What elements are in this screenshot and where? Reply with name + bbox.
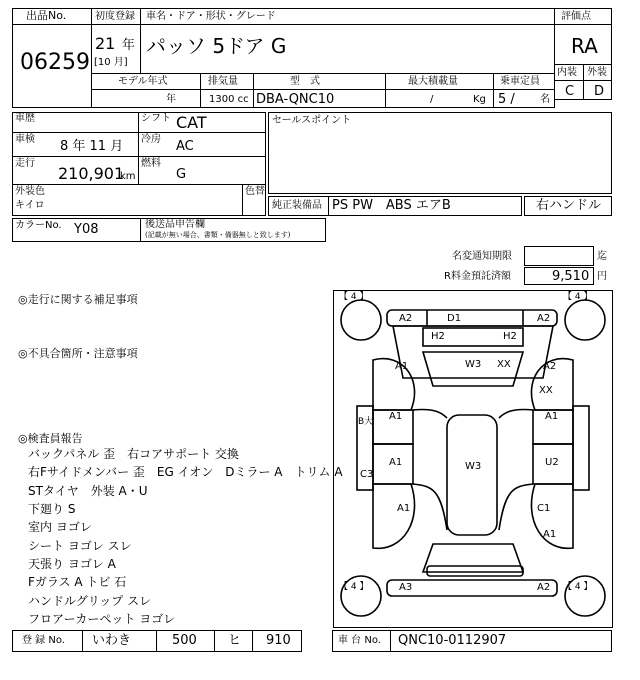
chassis-no-value: QNC10-0112907 — [398, 633, 507, 648]
exterior-score: D — [594, 84, 605, 99]
color-no-label: カラーNo. — [15, 220, 62, 231]
shift-label: シフト — [141, 113, 171, 124]
chassis-no-label: 車 台 No. — [338, 635, 381, 646]
inspector-line: 天張り ヨゴレ A — [28, 557, 116, 571]
mark-w3-windshield: W3 — [465, 359, 482, 370]
inspector-line: STタイヤ 外装 A・U — [28, 484, 148, 498]
inspector-line: 室内 ヨゴレ — [28, 520, 92, 534]
mark-a2-front-right: A2 — [543, 361, 557, 372]
mileage-value: 210,901 — [58, 164, 125, 183]
mileage-label: 走行 — [15, 158, 35, 169]
mark-a1-right-rear: A1 — [543, 529, 557, 540]
mark-xx-hood: XX — [497, 359, 511, 370]
first-reg-label: 初度登録 — [95, 11, 135, 22]
mark-a1-front-left: A1 — [395, 361, 409, 372]
capacity-value: 5 / — [498, 92, 515, 107]
max-load-value: / — [430, 94, 434, 105]
recycle-value: 9,510 — [552, 269, 590, 284]
mark-c3: C3 — [360, 469, 374, 480]
interior-score: C — [565, 84, 575, 99]
mark-h2-right: H2 — [503, 331, 517, 342]
name-change-label: 名変通知期限 — [452, 251, 512, 262]
ext-color-value: キイロ — [15, 200, 45, 211]
ext-color-label: 外装色 — [15, 186, 45, 197]
reg-no-label: 登 録 No. — [22, 635, 65, 646]
interior-label: 内装 — [557, 67, 577, 78]
model-year-unit: 年 — [166, 94, 176, 105]
mark-a2-rear: A2 — [537, 582, 551, 593]
tire-size-top-right: 【 4 】 — [563, 292, 593, 302]
mark-w3-roof: W3 — [465, 461, 482, 472]
exterior-label: 外装 — [587, 67, 607, 78]
type-label: 型 式 — [290, 76, 320, 87]
mileage-unit: km — [120, 171, 136, 182]
mark-c1: C1 — [537, 503, 551, 514]
defect-notes-label: ◎不具合箇所・注意事項 — [18, 347, 138, 360]
post-docs-note: (記載が無い場合、書類・備器無しと致します) — [145, 231, 291, 239]
model-year-label: モデル年式 — [118, 76, 168, 87]
mark-xx-front-right: XX — [539, 385, 553, 396]
inspector-line: Fガラス A トビ 石 — [28, 575, 127, 589]
name-change-box — [524, 246, 594, 266]
car-name: パッソ 5ドア G — [146, 34, 287, 58]
aircon-label: 冷房 — [141, 134, 161, 145]
color-no-value: Y08 — [74, 222, 99, 237]
reg-kana: ヒ — [228, 633, 242, 648]
stock-no-label: 出品No. — [26, 9, 67, 22]
stock-no: 06259 — [20, 50, 90, 75]
sales-point-label: セールスポイント — [272, 115, 352, 126]
fuel-value: G — [176, 167, 187, 182]
mark-front-a2-left: A2 — [399, 313, 413, 324]
tire-size-top-left: 【 4 】 — [339, 292, 369, 302]
reg-class: 500 — [172, 633, 197, 648]
name-change-unit: 迄 — [597, 251, 607, 262]
inspector-line: シート ヨゴレ スレ — [28, 539, 132, 553]
post-docs-label: 後送品申告欄 — [145, 219, 205, 230]
fuel-label: 燃料 — [141, 158, 161, 169]
details-box — [12, 112, 266, 216]
mark-u2: U2 — [545, 457, 559, 468]
aircon-value: AC — [176, 139, 194, 154]
recycle-label: R料金預託済額 — [444, 271, 511, 282]
mark-h2-left: H2 — [431, 331, 445, 342]
first-reg-year-unit: 年 — [122, 38, 136, 53]
displacement-value: 1300 cc — [209, 94, 249, 105]
first-reg-year: 21 — [95, 34, 116, 53]
mark-a1-right-door1: A1 — [545, 411, 559, 422]
max-load-unit: Kg — [473, 94, 486, 105]
first-reg-month: [10 月] — [94, 57, 128, 68]
displacement-label: 排気量 — [208, 76, 238, 87]
inspector-line: 右Fサイドメンバー 歪 EG イオン Dミラー A トリム A — [28, 465, 343, 479]
inspector-line: ハンドルグリップ スレ — [28, 594, 152, 608]
equipment-label: 純正装備品 — [272, 200, 322, 211]
inspector-line: フロアーカーペット ヨゴレ — [28, 612, 176, 626]
mark-front-a2-right: A2 — [537, 313, 551, 324]
capacity-unit: 名 — [540, 94, 550, 105]
grade-label: 評価点 — [561, 11, 591, 22]
color-change-label: 色替 — [245, 186, 265, 197]
inspector-line: 下廻り S — [28, 502, 76, 516]
mark-a1-left-door1: A1 — [389, 411, 403, 422]
front-bumper-box — [333, 290, 613, 628]
grade-value: RA — [571, 34, 598, 58]
history-label: 車歴 — [15, 113, 35, 124]
recycle-unit: 円 — [597, 271, 607, 282]
car-name-label: 車名・ドア・形状・グレード — [146, 11, 276, 22]
mark-b-dai: B大 — [358, 417, 374, 427]
mark-a1-left-rear: A1 — [397, 503, 411, 514]
reg-area: いわき — [92, 633, 132, 648]
damage-diagram — [333, 290, 613, 628]
shift-value: CAT — [176, 113, 207, 132]
capacity-label: 乗車定員 — [500, 76, 540, 87]
mark-a1-left-door2: A1 — [389, 457, 403, 468]
reg-number: 910 — [266, 633, 291, 648]
max-load-label: 最大積載量 — [408, 76, 458, 87]
inspection-label: 車検 — [15, 134, 35, 145]
type-value: DBA-QNC10 — [256, 92, 335, 107]
inspector-report-label: ◎検査員報告 — [18, 432, 83, 445]
driving-notes-label: ◎走行に関する補足事項 — [18, 293, 138, 306]
equipment-value: PS PW ABS エアB — [332, 198, 451, 213]
tire-size-bottom-right: 【 4 】 — [563, 582, 593, 592]
handle-value: 右ハンドル — [536, 198, 602, 213]
inspector-line: バックパネル 歪 右コアサポート 交換 — [28, 447, 239, 461]
mark-a3-rear: A3 — [399, 582, 413, 593]
tire-size-bottom-left: 【 4 】 — [339, 582, 369, 592]
mark-front-d1: D1 — [447, 313, 462, 324]
inspection-value: 8 年 11 月 — [60, 139, 124, 154]
